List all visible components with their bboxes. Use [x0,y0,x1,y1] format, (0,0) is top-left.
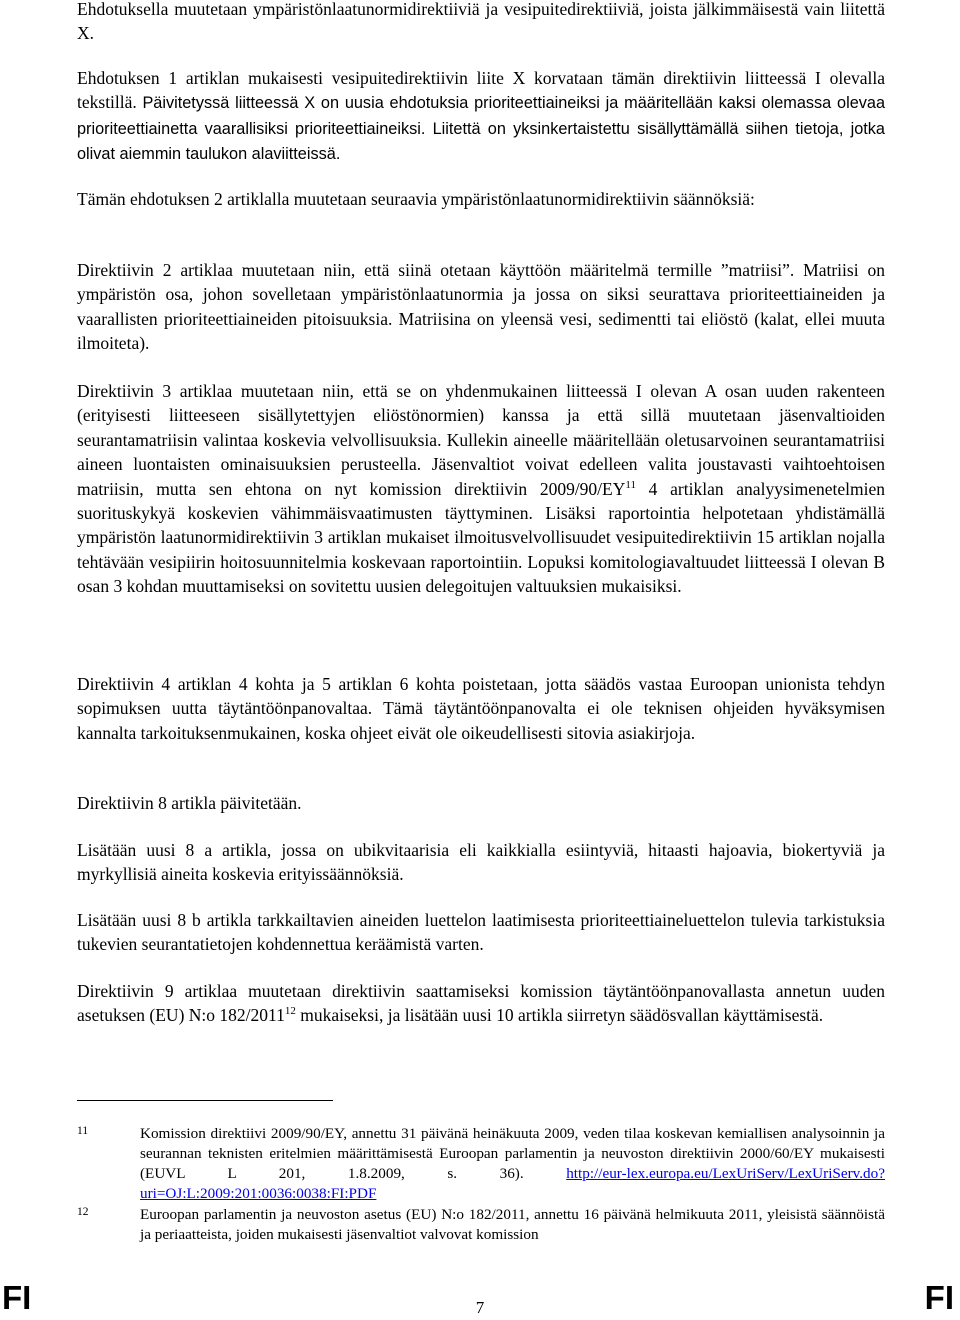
footnote-text: Euroopan parlamentin ja neuvoston asetus (EU) N:o 182/2011, annettu 16 päivänä helmikuuta 2011, yleisistä säännöistä ja periaatteista, joiden mukaisesti jäsenvaltiot valvovat komission [140,1206,885,1243]
paragraph [77,979,885,1028]
paragraph: Direktiivin 4 artiklan 4 kohta ja 5 artiklan 6 kohta poistetaan, jotta säädös vastaa Euroopan unionista tehdyn sopimuksen uutta täytäntöönpanovaltaa. Tämä täytäntöönpanovalta ei ole teknisen ohjeiden hyväksymisen kannalta tarkoituksenmukainen, koska ohjeet eivät ole oikeudellisesti sitovia asiakirjoja. [77,674,885,743]
paragraph: Tämän ehdotuksen 2 artiklalla muutetaan seuraavia ympäristönlaatunormidirektiivin säännöksiä: [77,189,755,209]
page-number: 7 [475,1298,485,1317]
footnote-ref[interactable]: 11 [625,478,636,491]
paragraph-text: 4 artiklan analyysimenetelmien suorituskykyä koskevien vähimmäisvaatimusten täyttyminen. Lisäksi raportointia helpotetaan yhdistämällä ympäristön laatunormidirektiivin 3 artiklan mukaiset ilmoitusvelvollisuudet vesipuitedirektiivin 15 artiklan nojalla tehtävään vesipiirin hoitosuunnitelmia koskevaan raportointiin. Lopuksi komitologiavaltuudet liitteessä I olevan B osan 3 kohdan muuttamiseksi on sovitettu uusien delegoitujen valtuuksien mukaisiksi. [77,478,885,597]
paragraph-text-sans: Päivitetyssä liitteessä X on uusia ehdotuksia prioriteettiaineiksi ja määritellään kaksi olemassa olevaa prioriteettiainetta vaarallisiksi prioriteettiaineiksi. Liitettä on yksinkertaistettu sisällyttämällä siihen tietoja, jotka olivat aiemmin taulukon alaviitteissä. [77,94,885,164]
language-code-right: FI [924,1279,954,1316]
paragraph-text: Direktiivin 3 artiklaa muutetaan niin, että se on yhdenmukainen liitteessä I olevan A osan uuden rakenteen (erityisesti liitteeseen sisällytettyjen eliöstönormien) kanssa ja että sillä muutetaan jäsenvaltioiden seurantamatriisin valintaa koskevia velvollisuuksia. Kullekin aineelle määritellään oletusarvoinen seurantamatriisi aineen luontaisten ominaisuuksien perusteella. Jäsenvaltiot voivat edelleen valita joustavasti vaihtoehtoisen matriisin, mutta sen ehtona on nyt komission direktiivin 2009/90/EY [77,381,885,499]
language-code-left: FI [2,1279,32,1316]
footnote-number: 12 [77,1206,89,1218]
paragraph: Lisätään uusi 8 b artikla tarkkailtavien aineiden luettelon laatimisesta prioriteettiaineluettelon tulevia tarkistuksia tukevien seurantatietojen kohdennettua keräämistä varten. [77,910,885,955]
footnote-text-body: Komission direktiivi 2009/90/EY, annettu 31 päivänä heinäkuuta 2009, veden tilaa koskevan kemiallisen analysoinnin ja seurannan teknisten eritelmien määrittämisestä Euroopan parlamentin ja neuvoston direktiivin 2000/60/EY mukaisesti (EUVL L 201, 1.8.2009, s. 36). [140,1125,885,1182]
footnote-separator [77,1100,333,1101]
page-footer [0,1278,960,1318]
paragraph-text: Direktiivin 9 artiklaa muutetaan direktiivin saattamiseksi komission täytäntöönpanovallasta annetun uuden asetuksen (EU) N:o 182/2011 [77,981,885,1026]
paragraph [77,379,885,599]
paragraph-text: Ehdotuksen 1 artiklan mukaisesti vesipuitedirektiivin liite X korvataan tämän direktiivin liitteessä I olevalla tekstillä. [77,68,885,113]
footnote [77,1205,885,1245]
paragraph: Direktiivin 2 artiklaa muutetaan niin, että siinä otetaan käyttöön määritelmä termille ”matriisi”. Matriisi on ympäristön osa, johon sovelletaan ympäristönlaatunormia ja jossa on siksi seurattava prioriteettiaineiden ja vaarallisten prioriteettiaineiden pitoisuuksia. Matriisina on yleensä vesi, sedimentti tai eliöstö (kalat, ellei muuta ilmoiteta). [77,260,885,354]
footnote-number: 11 [77,1125,89,1137]
paragraph [77,66,885,167]
footnote-link[interactable]: http://eur-lex.europa.eu/LexUriServ/LexUriServ.do?uri=OJ:L:2009:201:0036:0038:FI:PDF [140,1165,885,1202]
paragraph: Direktiivin 8 artikla päivitetään. [77,793,302,813]
footnote-ref[interactable]: 12 [284,1005,296,1018]
footnote-text [140,1124,885,1204]
footnote [77,1124,885,1204]
paragraph-text: mukaiseksi, ja lisätään uusi 10 artikla siirretyn säädösvallan käyttämisestä. [295,1005,824,1026]
paragraph: Ehdotuksella muutetaan ympäristönlaatunormidirektiiviä ja vesipuitedirektiiviä, joista jälkimmäisestä vain liitettä X. [77,0,885,44]
paragraph: Lisätään uusi 8 a artikla, jossa on ubikvitaarisia eli kaikkialla esiintyviä, hitaasti hajoavia, biokertyviä ja myrkyllisiä aineita koskevia erityissäännöksiä. [77,840,885,885]
